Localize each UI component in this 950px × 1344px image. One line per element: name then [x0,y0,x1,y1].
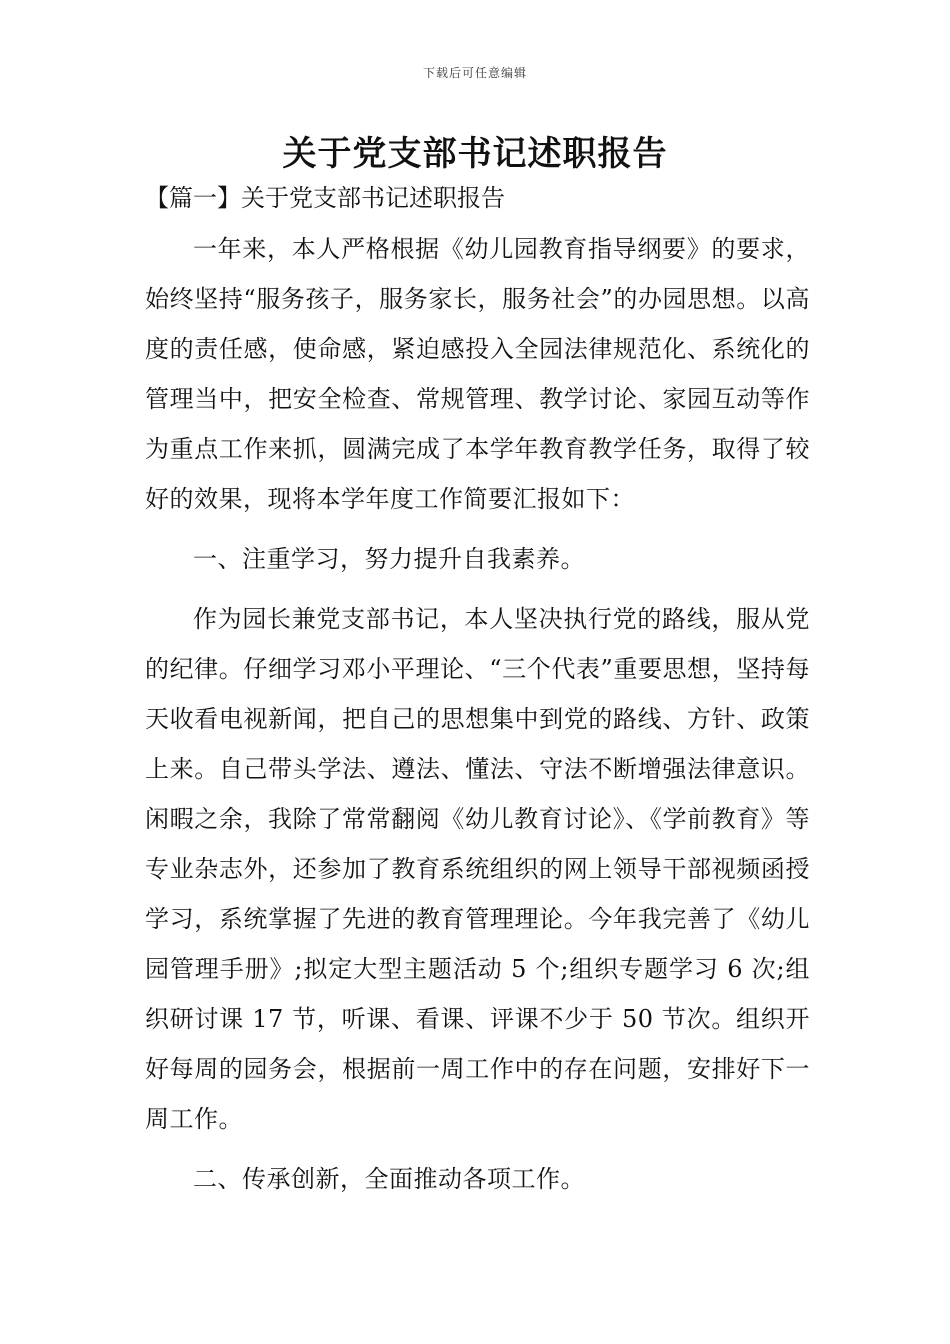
header-note: 下载后可任意编辑 [422,66,527,80]
document-body [145,178,810,1204]
section-subtitle: 【篇一】关于党支部书记述职报告 [145,184,505,212]
paragraph-study: 作为园长兼党支部书记，本人坚决执行党的路线，服从党的纪律。仔细学习邓小平理论、“三个代表”重要思想，坚持每天收看电视新闻，把自己的思想集中到党的路线、方针、政策上来。自己带头学法、遵法、懂法、守法不断增强法律意识。闲暇之余，我除了常常翻阅《幼儿教育讨论》、《学前教育》等专业杂志外，还参加了教育系统组织的网上领导干部视频函授学习，系统掌握了先进的教育管理理论。今年我完善了《幼儿园管理手册》;拟定大型主题活动 5 个;组织专题学习 6 次;组织研讨课 17 节，听课、看课、评课不少于 50 节次。组织开好每周的园务会，根据前一周工作中的存在问题，安排好下一周工作。 [145,605,810,1133]
section-heading-2: 二、传承创新，全面推动各项工作。 [193,1165,585,1193]
section-heading-1: 一、注重学习，努力提升自我素养。 [193,545,585,573]
paragraph-intro: 一年来，本人严格根据《幼儿园教育指导纲要》的要求，始终坚持“服务孩子，服务家长，服务社会”的办园思想。以高度的责任感，使命感，紧迫感投入全园法律规范化、系统化的管理当中，把安全检查、常规管理、教学讨论、家园互动等作为重点工作来抓，圆满完成了本学年教育教学任务，取得了较好的效果，现将本学年度工作简要汇报如下： [145,235,810,513]
document-title: 关于党支部书记述职报告 [282,134,668,174]
